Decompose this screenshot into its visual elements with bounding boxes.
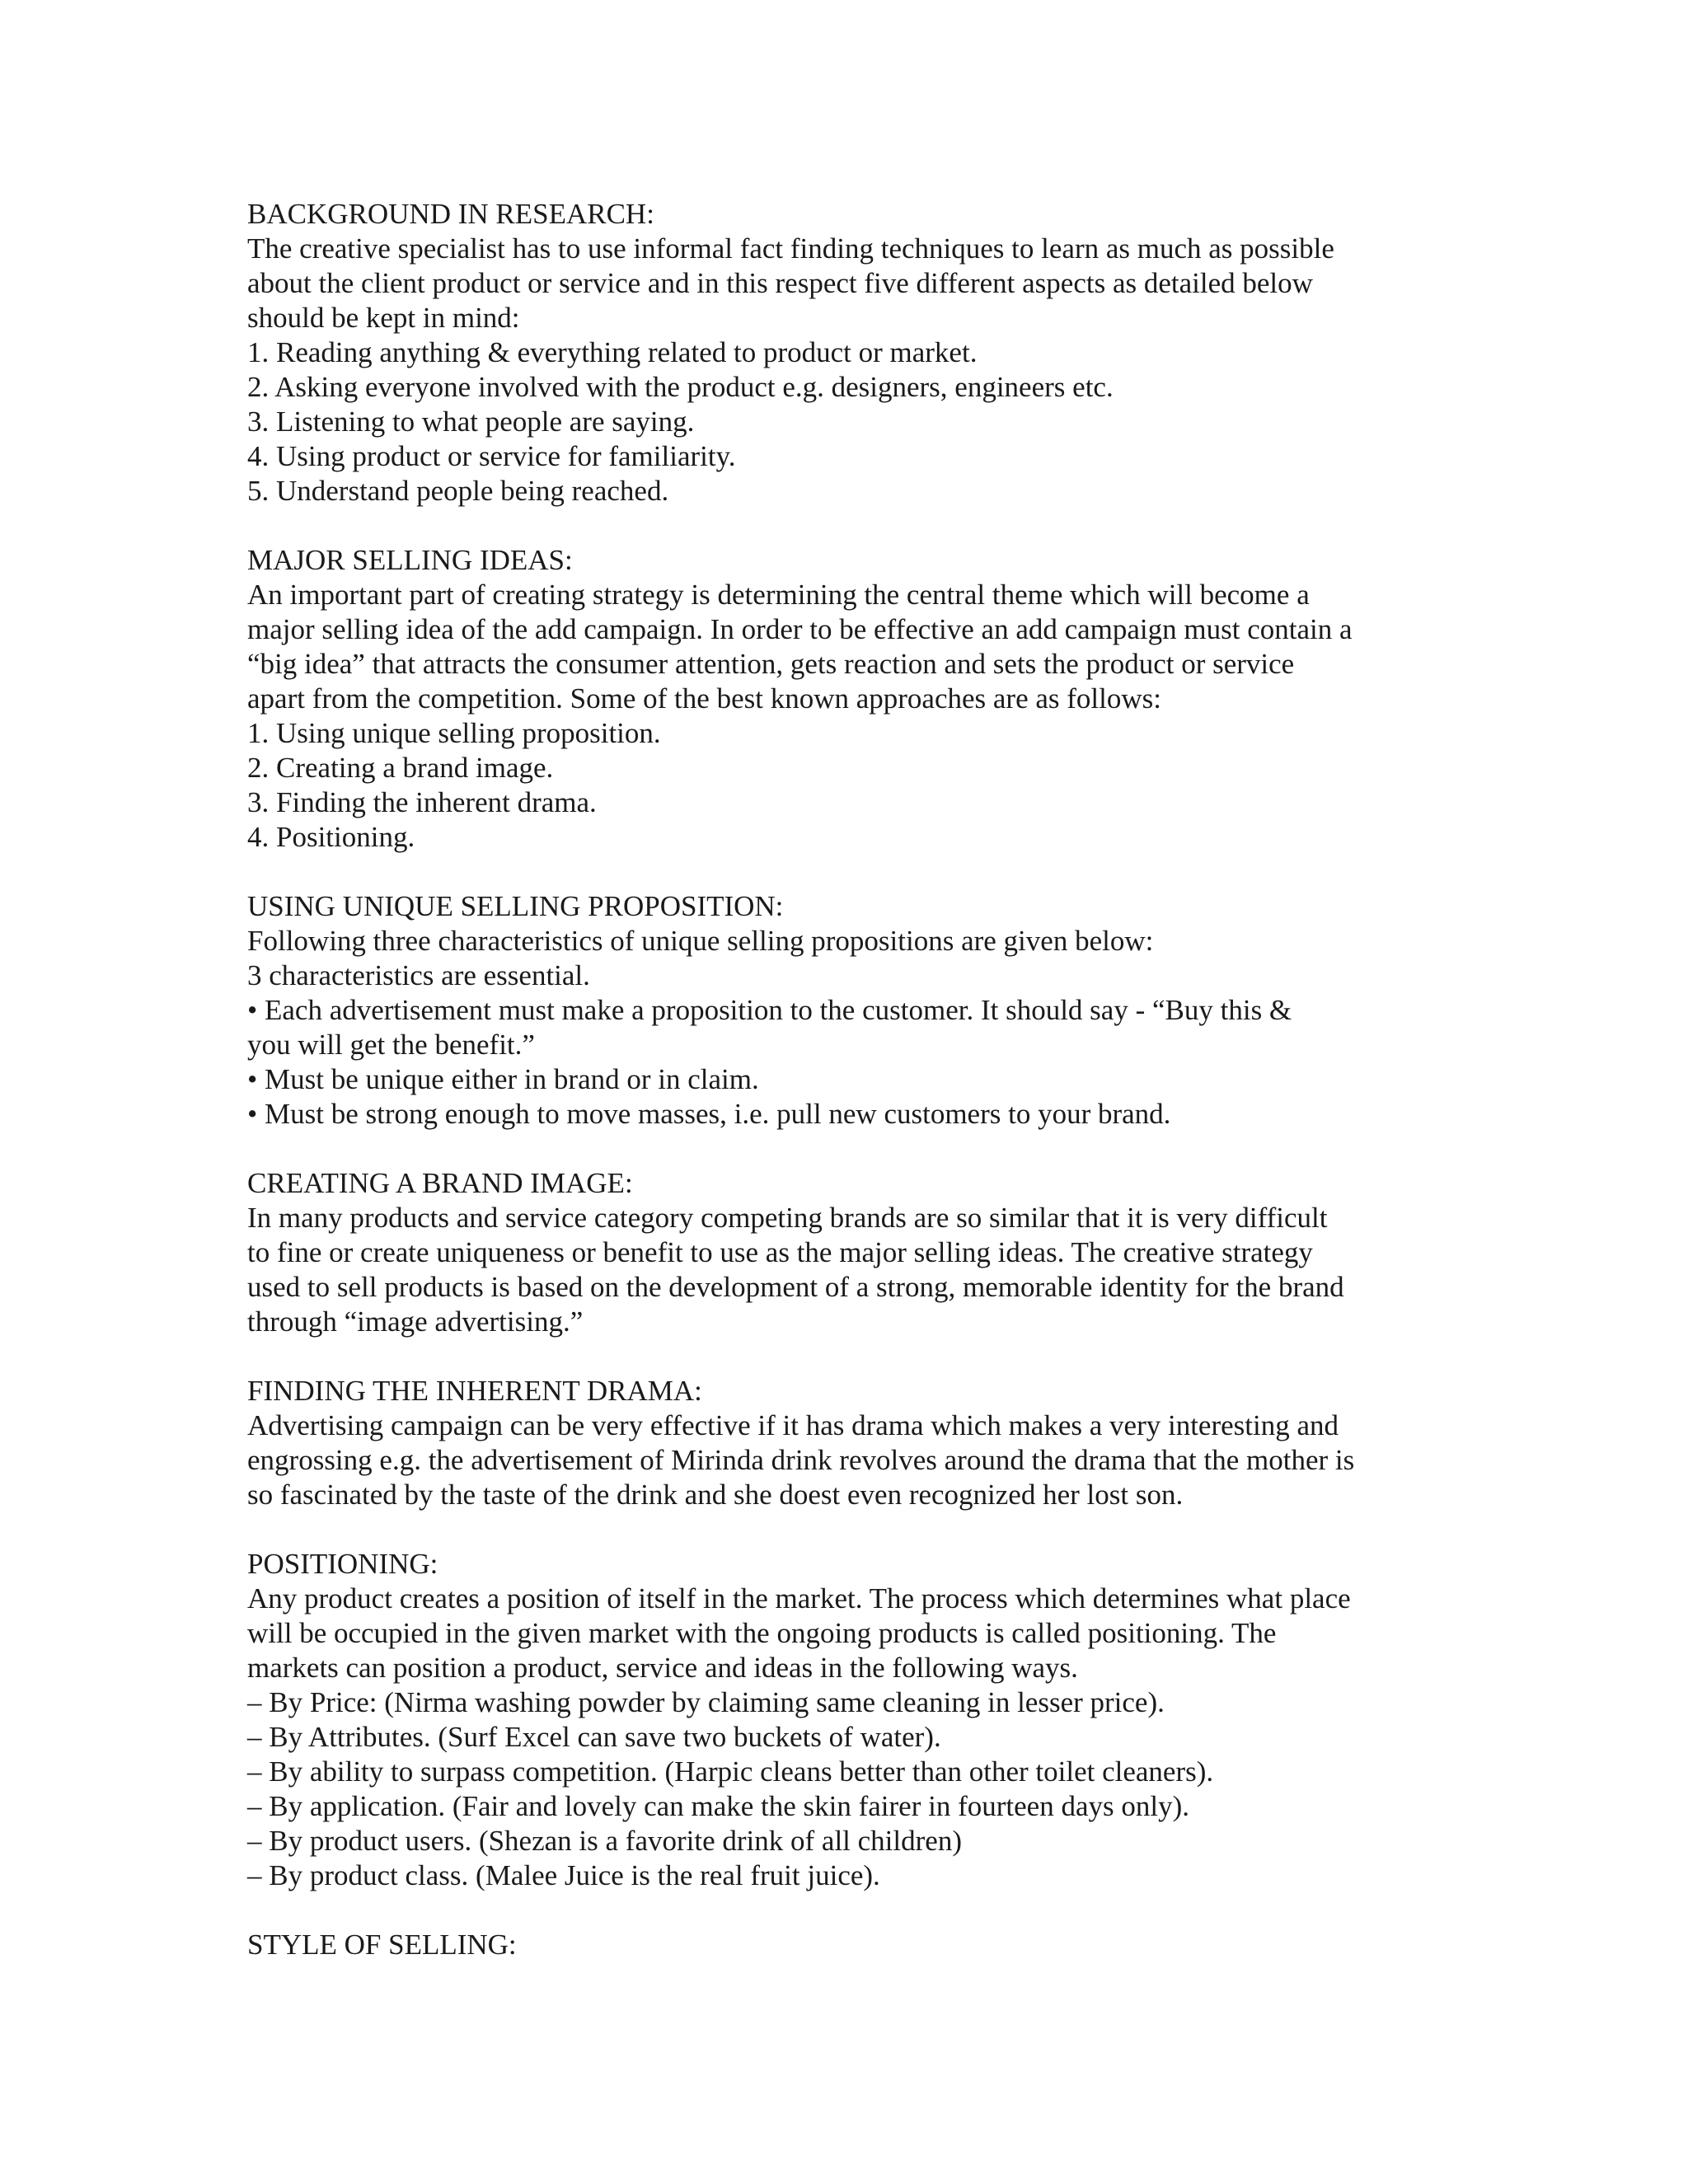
document-section bbox=[247, 1928, 1434, 1962]
text-line: – By product class. (Malee Juice is the real fruit juice). bbox=[247, 1859, 880, 1891]
text-line: An important part of creating strategy is determining the central theme which will become a bbox=[247, 579, 1310, 611]
text-line: markets can position a product, service and ideas in the following ways. bbox=[247, 1652, 1078, 1684]
text-line: – By Attributes. (Surf Excel can save two buckets of water). bbox=[247, 1721, 941, 1753]
section-heading: BACKGROUND IN RESEARCH: bbox=[247, 198, 654, 230]
text-line: 5. Understand people being reached. bbox=[247, 475, 669, 507]
text-line: • Each advertisement must make a proposition to the customer. It should say - “Buy this & bbox=[247, 994, 1292, 1026]
text-line: 4. Using product or service for familiarity. bbox=[247, 440, 736, 472]
text-line: 3 characteristics are essential. bbox=[247, 959, 590, 991]
text-line: 3. Listening to what people are saying. bbox=[247, 405, 695, 438]
text-line: – By ability to surpass competition. (Harpic cleans better than other toilet cleaners). bbox=[247, 1755, 1214, 1788]
text-line: about the client product or service and in this respect five different aspects as detailed below bbox=[247, 267, 1313, 299]
text-line: • Must be unique either in brand or in claim. bbox=[247, 1063, 759, 1095]
section-heading: USING UNIQUE SELLING PROPOSITION: bbox=[247, 890, 784, 922]
text-line: will be occupied in the given market with the ongoing products is called positioning. The bbox=[247, 1617, 1277, 1649]
text-line: so fascinated by the taste of the drink and she doest even recognized her lost son. bbox=[247, 1479, 1184, 1511]
section-heading: CREATING A BRAND IMAGE: bbox=[247, 1167, 633, 1199]
text-line: used to sell products is based on the development of a strong, memorable identity for the brand bbox=[247, 1271, 1344, 1303]
text-line: In many products and service category competing brands are so similar that it is very difficult bbox=[247, 1202, 1328, 1234]
text-line: – By product users. (Shezan is a favorite drink of all children) bbox=[247, 1825, 962, 1857]
text-line: should be kept in mind: bbox=[247, 302, 520, 334]
document-section bbox=[247, 1374, 1434, 1512]
text-line: – By application. (Fair and lovely can make the skin fairer in fourteen days only). bbox=[247, 1790, 1189, 1822]
section-heading: FINDING THE INHERENT DRAMA: bbox=[247, 1375, 702, 1407]
document-section bbox=[247, 1547, 1434, 1893]
document-section bbox=[247, 1166, 1434, 1339]
section-heading: STYLE OF SELLING: bbox=[247, 1929, 517, 1961]
text-line: apart from the competition. Some of the best known approaches are as follows: bbox=[247, 682, 1161, 715]
text-line: to fine or create uniqueness or benefit to use as the major selling ideas. The creative strategy bbox=[247, 1236, 1313, 1268]
text-line: “big idea” that attracts the consumer attention, gets reaction and sets the product or service bbox=[247, 648, 1295, 680]
text-line: The creative specialist has to use informal fact finding techniques to learn as much as possible bbox=[247, 232, 1334, 265]
document-section bbox=[247, 197, 1434, 509]
document-section bbox=[247, 543, 1434, 855]
text-line: engrossing e.g. the advertisement of Mirinda drink revolves around the drama that the mother is bbox=[247, 1444, 1355, 1476]
text-line: Advertising campaign can be very effective if it has drama which makes a very interesting and bbox=[247, 1409, 1339, 1441]
document-section bbox=[247, 889, 1434, 1132]
text-line: 2. Creating a brand image. bbox=[247, 752, 554, 784]
text-line: Any product creates a position of itself in the market. The process which determines what place bbox=[247, 1582, 1351, 1615]
text-line: 1. Using unique selling proposition. bbox=[247, 717, 661, 749]
section-heading: MAJOR SELLING IDEAS: bbox=[247, 544, 573, 576]
text-line: • Must be strong enough to move masses, i.e. pull new customers to your brand. bbox=[247, 1098, 1171, 1130]
text-line: through “image advertising.” bbox=[247, 1305, 584, 1338]
text-line: you will get the benefit.” bbox=[247, 1029, 535, 1061]
text-line: 1. Reading anything & everything related to product or market. bbox=[247, 336, 978, 368]
text-line: 3. Finding the inherent drama. bbox=[247, 786, 597, 818]
text-line: major selling idea of the add campaign. In order to be effective an add campaign must contain a bbox=[247, 613, 1353, 645]
text-line: 4. Positioning. bbox=[247, 821, 415, 853]
document-body bbox=[247, 197, 1434, 1962]
text-line: 2. Asking everyone involved with the product e.g. designers, engineers etc. bbox=[247, 371, 1114, 403]
text-line: – By Price: (Nirma washing powder by claiming same cleaning in lesser price). bbox=[247, 1686, 1165, 1718]
text-line: Following three characteristics of unique selling propositions are given below: bbox=[247, 925, 1154, 957]
section-heading: POSITIONING: bbox=[247, 1548, 438, 1580]
